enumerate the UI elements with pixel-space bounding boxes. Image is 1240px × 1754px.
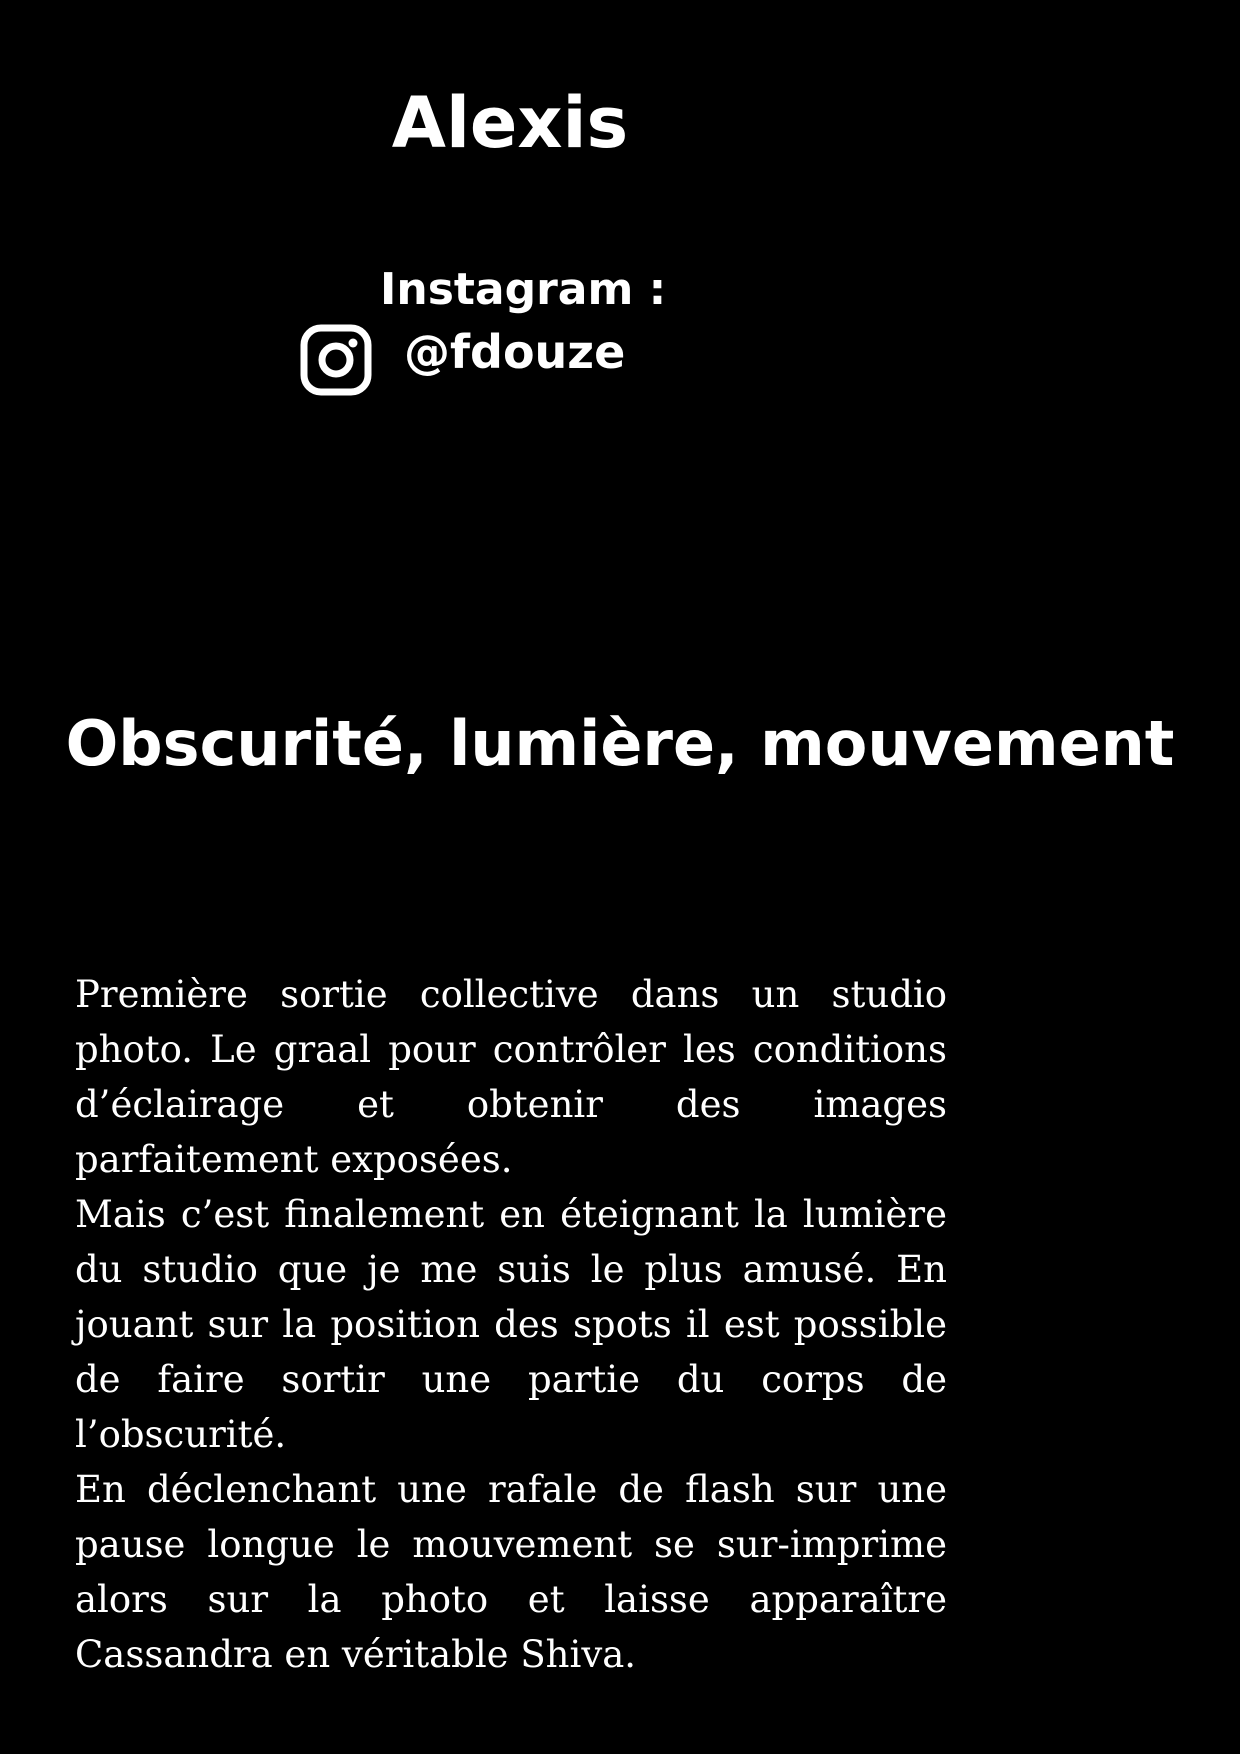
instagram-label: Instagram : bbox=[380, 264, 667, 315]
article-title: Obscurité, lumière, mouvement bbox=[65, 707, 1175, 780]
article-body bbox=[75, 967, 947, 1682]
instagram-handle: @fdouze bbox=[404, 325, 626, 379]
article-paragraph: Première sortie collective dans un studio photo. Le graal pour contrôler les conditions d’éclairage et obtenir des images parfaitement exposées. bbox=[75, 973, 947, 1181]
article-paragraph: En déclenchant une rafale de flash sur une pause longue le mouvement se sur-imprime alors sur la photo et laisse apparaître Cassandra en véritable Shiva. bbox=[75, 1468, 947, 1676]
article-paragraph: Mais c’est finalement en éteignant la lumière du studio que je me suis le plus amusé. En jouant sur la position des spots il est possible de faire sortir une partie du corps de l’obscurité. bbox=[75, 1193, 947, 1456]
instagram-block bbox=[300, 262, 760, 402]
author-name: Alexis bbox=[391, 82, 629, 164]
instagram-icon bbox=[300, 324, 372, 396]
